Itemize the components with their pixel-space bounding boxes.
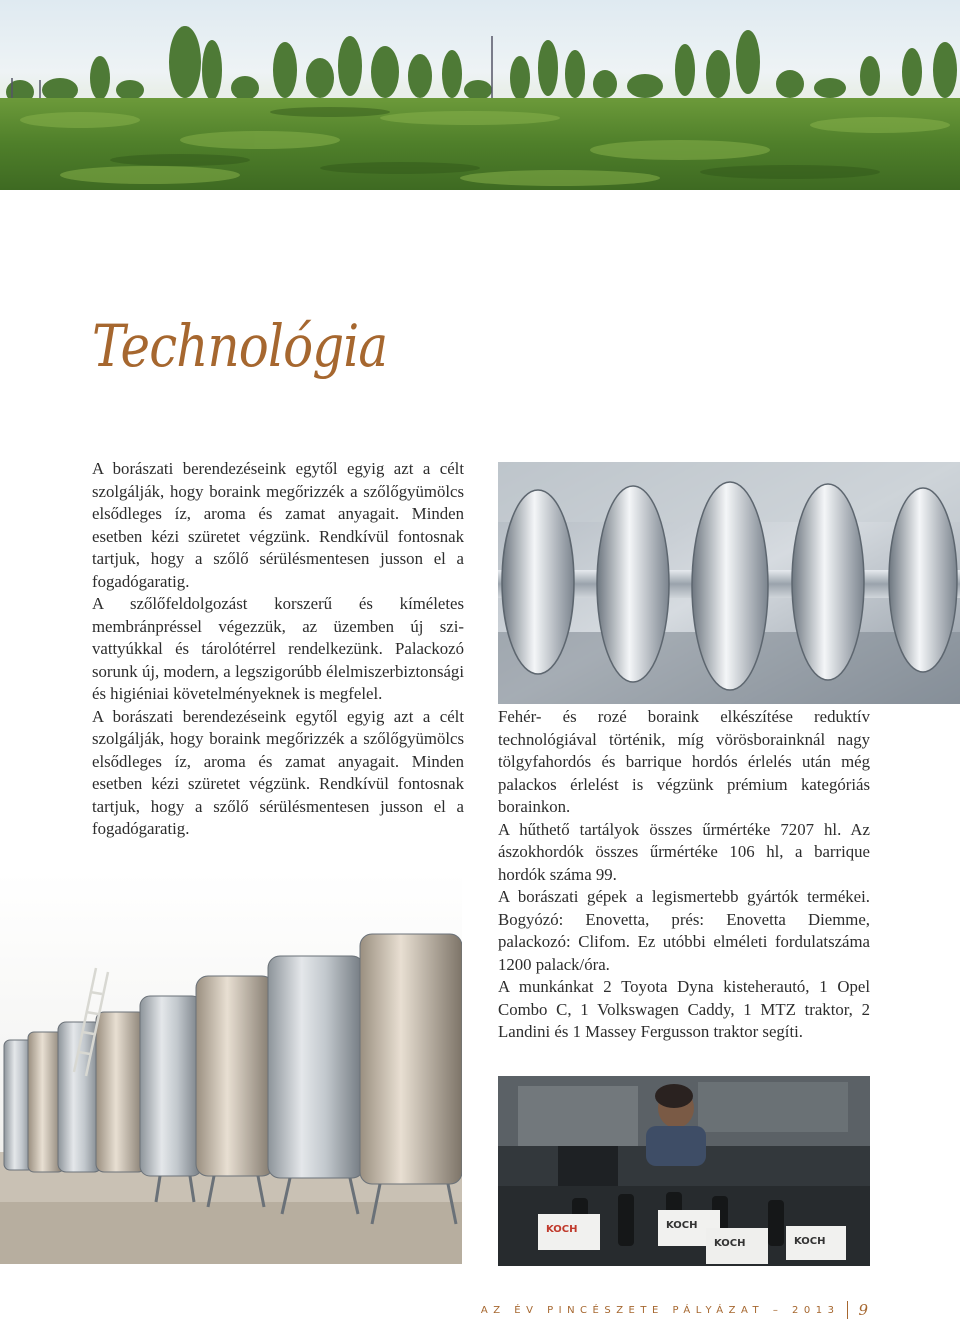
- bottling-line-photo: [498, 1076, 870, 1266]
- vineyard-photo: [0, 0, 960, 190]
- paragraph: A borászati berendezéseink egytől egyig azt a célt szolgálják, hogy boraink megőrizzék a szőlőgyümölcs elsődleges íz, aroma és zamat anyagait. Minden esetben kézi szüretet végzünk. Rendkívül fontosnak tartjuk, hogy a szőlő sérülésmentesen jusson el a fogadógaratig.: [92, 459, 464, 591]
- paragraph: A hűthető tartályok összes űrmértéke 7207 hl. Az ászokhordók összes űrmértéke 106 hl, a barrique hordók száma 99.: [498, 819, 870, 884]
- footer-divider: [847, 1301, 848, 1319]
- steel-tanks-photo: [0, 872, 462, 1264]
- box-label: KOCH: [794, 1236, 826, 1247]
- page-number: 9: [858, 1301, 868, 1319]
- box-label: KOCH: [714, 1238, 746, 1249]
- paragraph: A borászati berendezéseink egytől egyig azt a célt szolgálják, hogy boraink megőrizzék a szőlőgyümölcs elsődleges íz, aroma és zamat anyagait. Minden esetben kézi szüretet végzünk. Rendkívül fontosnak tartjuk, hogy a szőlő sérülésmentesen jusson el a fogadógaratig.: [92, 706, 464, 838]
- paragraph: A munkánkat 2 Toyota Dyna kisteherautó, 1 Opel Combo C, 1 Volkswagen Caddy, 1 MTZ traktor, 2 Landini és 1 Massey Fergusson traktor segíti.: [498, 977, 870, 1041]
- paragraph: A borászati gépek a legismertebb gyártók termékei. Bogyózó: Enovetta, prés: Enovetta Diemme, palackozó: Clifom. Ez utóbbi elméleti fordulatszáma 1200 palack/óra.: [498, 887, 870, 974]
- paragraph: A szőlőfeldolgozást korszerű és kíméletes membránpréssel végezzük, az üzemben új szivattyúkkal és tárolótérrel rendelkezünk. Palackozó sorunk új, modern, a legszigorúbb élelmiszerbiztonsági és higiéniai követelményeknek is megfelel.: [92, 594, 464, 703]
- page-title: Technológia: [92, 312, 388, 380]
- box-label: KOCH: [546, 1224, 578, 1235]
- screw-conveyor-photo: [498, 462, 960, 704]
- right-text-column: [498, 706, 870, 1044]
- box-label: KOCH: [666, 1220, 698, 1231]
- page-footer: [481, 1300, 868, 1320]
- left-text-column: [92, 458, 464, 841]
- footer-text: AZ ÉV PINCÉSZETE PÁLYÁZAT – 2013: [480, 1304, 840, 1316]
- paragraph: Fehér- és rozé boraink elkészítése reduktív technológiával történik, míg vörösborainknál nagy tölgyfahordós és barrique hordós érlelés után még palackos érlelést is végzünk prémium kategóriás borainkon.: [498, 707, 870, 816]
